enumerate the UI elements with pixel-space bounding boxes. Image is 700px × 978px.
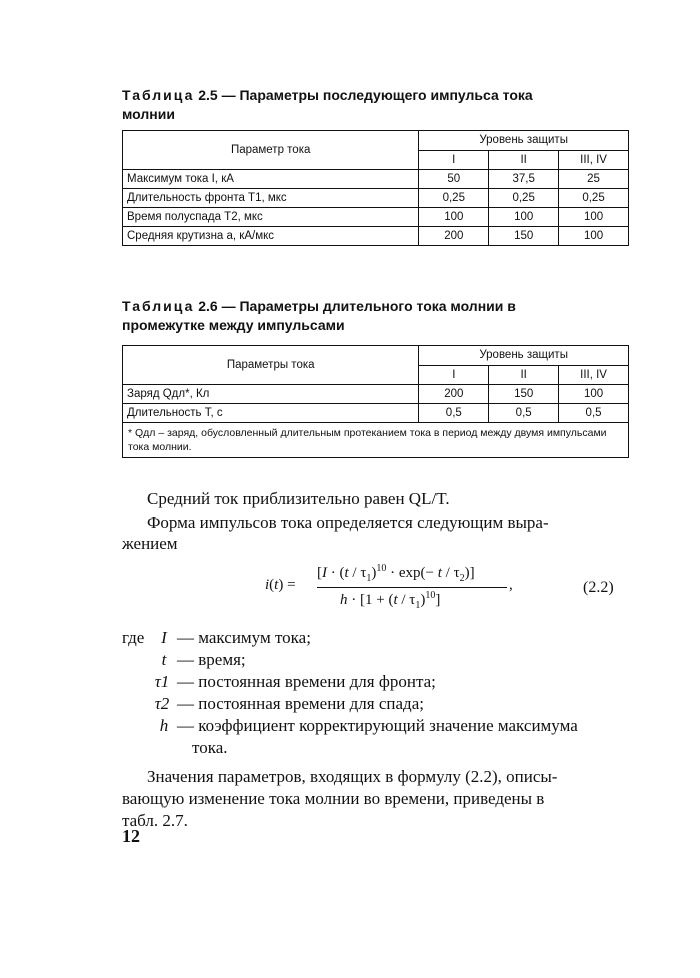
table-row bbox=[123, 385, 629, 404]
value-cell: 0,5 bbox=[419, 404, 489, 423]
table-row bbox=[123, 189, 629, 208]
paragraph-form-line2: жением bbox=[122, 534, 178, 553]
paragraph-mean-current: Средний ток приблизительно равен QL/T. bbox=[147, 489, 450, 508]
paragraph-form-line1: Форма импульсов тока определяется следующим выра- bbox=[147, 513, 549, 532]
def-description: — коэффициент корректирующий значение максимума bbox=[177, 716, 578, 735]
header-param: Параметр тока bbox=[123, 131, 419, 170]
value-cell: 200 bbox=[419, 385, 489, 404]
table-footnote: * Qдл – заряд, обусловленный длительным протеканием тока в период между двумя импульсами тока молнии. bbox=[123, 423, 629, 458]
value-cell: 100 bbox=[489, 208, 559, 227]
caption-word: Таблица bbox=[122, 87, 195, 103]
level-header: III, IV bbox=[559, 365, 629, 385]
param-cell: Заряд Qдл*, Кл bbox=[123, 385, 419, 404]
param-cell: Длительность фронта T1, мкс bbox=[123, 189, 419, 208]
level-header: I bbox=[419, 365, 489, 385]
caption-title-cont: молнии bbox=[122, 106, 175, 122]
table-row bbox=[123, 404, 629, 423]
caption-title: — Параметры длительного тока молнии в bbox=[221, 298, 516, 314]
value-cell: 0,5 bbox=[489, 404, 559, 423]
def-description-cont: тока. bbox=[192, 738, 228, 757]
page-number: 12 bbox=[122, 826, 140, 846]
def-symbol: τ2 bbox=[154, 694, 170, 713]
def-symbol: t bbox=[161, 650, 167, 669]
value-cell: 37,5 bbox=[489, 170, 559, 189]
table-2-5 bbox=[122, 130, 629, 246]
value-cell: 0,25 bbox=[489, 189, 559, 208]
paragraph-params-line3: табл. 2.7. bbox=[122, 811, 188, 830]
table-row bbox=[123, 227, 629, 246]
value-cell: 100 bbox=[419, 208, 489, 227]
param-cell: Максимум тока I, кА bbox=[123, 170, 419, 189]
value-cell: 0,25 bbox=[559, 189, 629, 208]
def-description: — постоянная времени для фронта; bbox=[177, 672, 436, 691]
value-cell: 200 bbox=[419, 227, 489, 246]
table-2-5-caption bbox=[122, 86, 632, 124]
header-param: Параметры тока bbox=[123, 346, 419, 385]
level-header: II bbox=[489, 365, 559, 385]
header-level: Уровень защиты bbox=[419, 131, 629, 151]
value-cell: 100 bbox=[559, 385, 629, 404]
value-cell: 100 bbox=[559, 208, 629, 227]
value-cell: 25 bbox=[559, 170, 629, 189]
fraction-bar bbox=[317, 587, 507, 588]
def-description: — постоянная времени для спада; bbox=[177, 694, 424, 713]
value-cell: 150 bbox=[489, 227, 559, 246]
table-row bbox=[123, 170, 629, 189]
formula-numerator: $[I \cdot (t / \tau_1)^{10} \cdot \exp(- t / \tau_2)]$ bbox=[317, 563, 475, 584]
value-cell: 100 bbox=[559, 227, 629, 246]
caption-number: 2.5 bbox=[198, 87, 218, 103]
formula-denominator: $h \cdot [1 + (t / \tau_1)^{10}]$ bbox=[340, 590, 441, 611]
where-intro: где bbox=[122, 628, 145, 647]
paragraph-params-line2: вающую изменение тока молнии во времени, приведены в bbox=[122, 789, 545, 808]
formula-lhs: i(t) = bbox=[265, 577, 296, 593]
level-header: III, IV bbox=[559, 150, 629, 170]
header-level: Уровень защиты bbox=[419, 346, 629, 366]
caption-number: 2.6 bbox=[198, 298, 218, 314]
param-cell: Длительность T, с bbox=[123, 404, 419, 423]
value-cell: 0,5 bbox=[559, 404, 629, 423]
caption-title-cont: промежутке между импульсами bbox=[122, 317, 345, 333]
formula-comma: , bbox=[509, 577, 513, 593]
formula-2-2 bbox=[255, 560, 535, 620]
param-cell: Средняя крутизна a, кА/мкс bbox=[123, 227, 419, 246]
equation-number: (2.2) bbox=[583, 579, 614, 596]
caption-title: — Параметры последующего импульса тока bbox=[221, 87, 533, 103]
value-cell: 0,25 bbox=[419, 189, 489, 208]
value-cell: 150 bbox=[489, 385, 559, 404]
def-symbol: τ1 bbox=[154, 672, 170, 691]
level-header: I bbox=[419, 150, 489, 170]
caption-word: Таблица bbox=[122, 298, 195, 314]
level-header: II bbox=[489, 150, 559, 170]
def-description: — максимум тока; bbox=[177, 628, 311, 647]
table-2-6 bbox=[122, 345, 629, 458]
value-cell: 50 bbox=[419, 170, 489, 189]
param-cell: Время полуспада T2, мкс bbox=[123, 208, 419, 227]
def-description: — время; bbox=[177, 650, 246, 669]
table-row bbox=[123, 208, 629, 227]
paragraph-params-line1: Значения параметров, входящих в формулу (2.2), описы- bbox=[147, 767, 558, 786]
table-2-6-caption bbox=[122, 297, 632, 335]
def-symbol: I bbox=[161, 628, 167, 647]
def-symbol: h bbox=[159, 716, 169, 735]
